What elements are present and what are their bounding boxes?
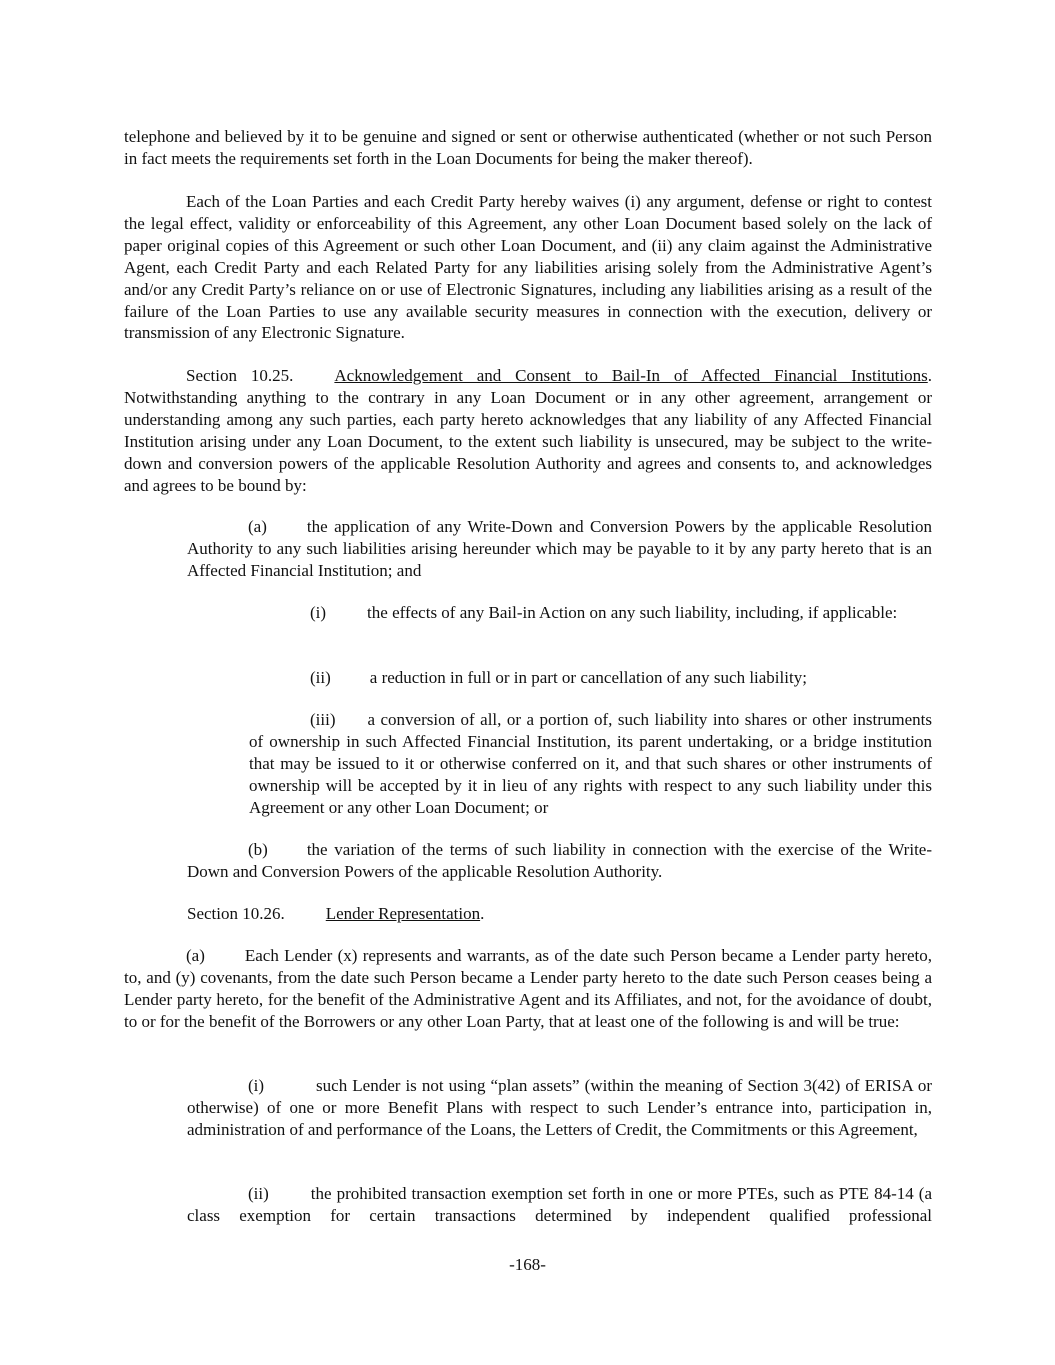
clause-text: the variation of the terms of such liability in connection with the exercise of the Write-Down and Conversion Powers of the applicable Resolution Authority. bbox=[187, 840, 932, 881]
clause-label: (ii) bbox=[310, 668, 331, 687]
section-heading: Lender Representation bbox=[325, 904, 481, 923]
clause-text: the application of any Write-Down and Conversion Powers by the applicable Resolution Authority to any such liabilities arising hereunder which may be payable to it by any party hereto that is an Affected Financial Institution; and bbox=[187, 517, 932, 580]
clause-iii-conversion bbox=[249, 709, 932, 819]
clause-b-variation bbox=[187, 839, 932, 883]
clause-label: (ii) bbox=[248, 1184, 269, 1203]
clause-ii-prohibited bbox=[187, 1183, 932, 1227]
paragraph-waiver: Each of the Loan Parties and each Credit Party hereby waives (i) any argument, defense or right to contest the legal effect, validity or enforceability of this Agreement, any other Loan Document based solely on the lack of paper original copies of this Agreement or such other Loan Document, and (ii) any claim against the Administrative Agent, each Credit Party and each Related Party for any liabilities arising solely from the Administrative Agent’s and/or any Credit Party’s reliance on or use of Electronic Signatures, including any liabilities arising as a result of the failure of the Loan Parties to use any available security measures in connection with the execution, delivery or transmission of any Electronic Signature. bbox=[124, 192, 932, 343]
clause-text: such Lender is not using “plan assets” (within the meaning of Section 3(42) of ERISA or otherwise) of one or more Benefit Plans with respect to such Lender’s entrance into, participation in, administration of and performance of the Loans, the Letters of Credit, the Commitments or this Agreement, bbox=[187, 1076, 932, 1139]
clause-a-lender bbox=[124, 945, 932, 1033]
clause-label: (iii) bbox=[310, 710, 336, 729]
clause-label: (i) bbox=[310, 603, 327, 622]
clause-i-plan-assets bbox=[187, 1075, 932, 1141]
clause-text: Each Lender (x) represents and warrants, as of the date such Person became a Lender party hereto, to, and (y) covenants, from the date such Person became a Lender party hereto to the date such Person ceases being a Lender party hereto, for the benefit of the Administrative Agent and its Affiliates, and not, for the avoidance of doubt, to or for the benefit of the Borrowers or any other Loan Party, that at least one of the following is and will be true: bbox=[124, 946, 932, 1031]
clause-text: a reduction in full or in part or cancellation of any such liability; bbox=[369, 668, 807, 687]
section-10-26: Section 10.26. Lender Representation. bbox=[187, 904, 485, 923]
clause-label: (a) bbox=[248, 517, 267, 536]
clause-text: a conversion of all, or a portion of, such liability into shares or other instruments of ownership in such Affected Financial Institution, its parent undertaking, or a bridge institution that may be issued to it or otherwise conferred on it, and that such shares or other instruments of ownership will be accepted by it in lieu of any rights with respect to any such liability under this Agreement or any other Loan Document; or bbox=[249, 710, 932, 817]
section-10-25: Section 10.25. Acknowledgement and Consent to Bail-In of Affected Financial Institutions. Notwithstanding anything to the contrary in any Loan Document or in any other agreement, arrangement or understanding among any such parties, each party hereto acknowledges that any liability of any Affected Financial Institution arising under any Loan Document, to the extent such liability is unsecured, may be subject to the write-down and conversion powers of the applicable Resolution Authority and agrees and consents to, and acknowledges and agrees to be bound by: bbox=[124, 366, 932, 495]
section-number: Section 10.25. bbox=[186, 366, 294, 385]
paragraph-continuation: telephone and believed by it to be genuine and signed or sent or otherwise authenticated (whether or not such Person in fact meets the requirements set forth in the Loan Documents for being the maker thereof). bbox=[124, 127, 932, 168]
section-number: Section 10.26. bbox=[187, 904, 285, 923]
clause-text: the prohibited transaction exemption set forth in one or more PTEs, such as PTE 84-14 (a class exemption for certain transactions determined by independent qualified professional bbox=[187, 1184, 932, 1225]
clause-ii-reduction bbox=[249, 667, 932, 689]
clause-label: (a) bbox=[186, 946, 205, 965]
clause-label: (b) bbox=[248, 840, 268, 859]
clause-label: (i) bbox=[248, 1076, 265, 1095]
clause-text: the effects of any Bail-in Action on any such liability, including, if applicable: bbox=[367, 603, 898, 622]
page-number: -168- bbox=[509, 1255, 546, 1274]
clause-a-bail-in bbox=[187, 516, 932, 582]
section-body: Notwithstanding anything to the contrary in any Loan Document or in any other agreement, arrangement or understanding among any such parties, each party hereto acknowledges that any liability of any Affected Financial Institution arising under any Loan Document, to the extent such liability is unsecured, may be subject to the write-down and conversion powers of the applicable Resolution Authority and agrees and consents to, and acknowledges and agrees to be bound by: bbox=[124, 387, 932, 495]
clause-i-effects bbox=[249, 602, 932, 624]
section-heading: Acknowledgement and Consent to Bail-In of Affected Financial Institutions bbox=[334, 366, 928, 385]
